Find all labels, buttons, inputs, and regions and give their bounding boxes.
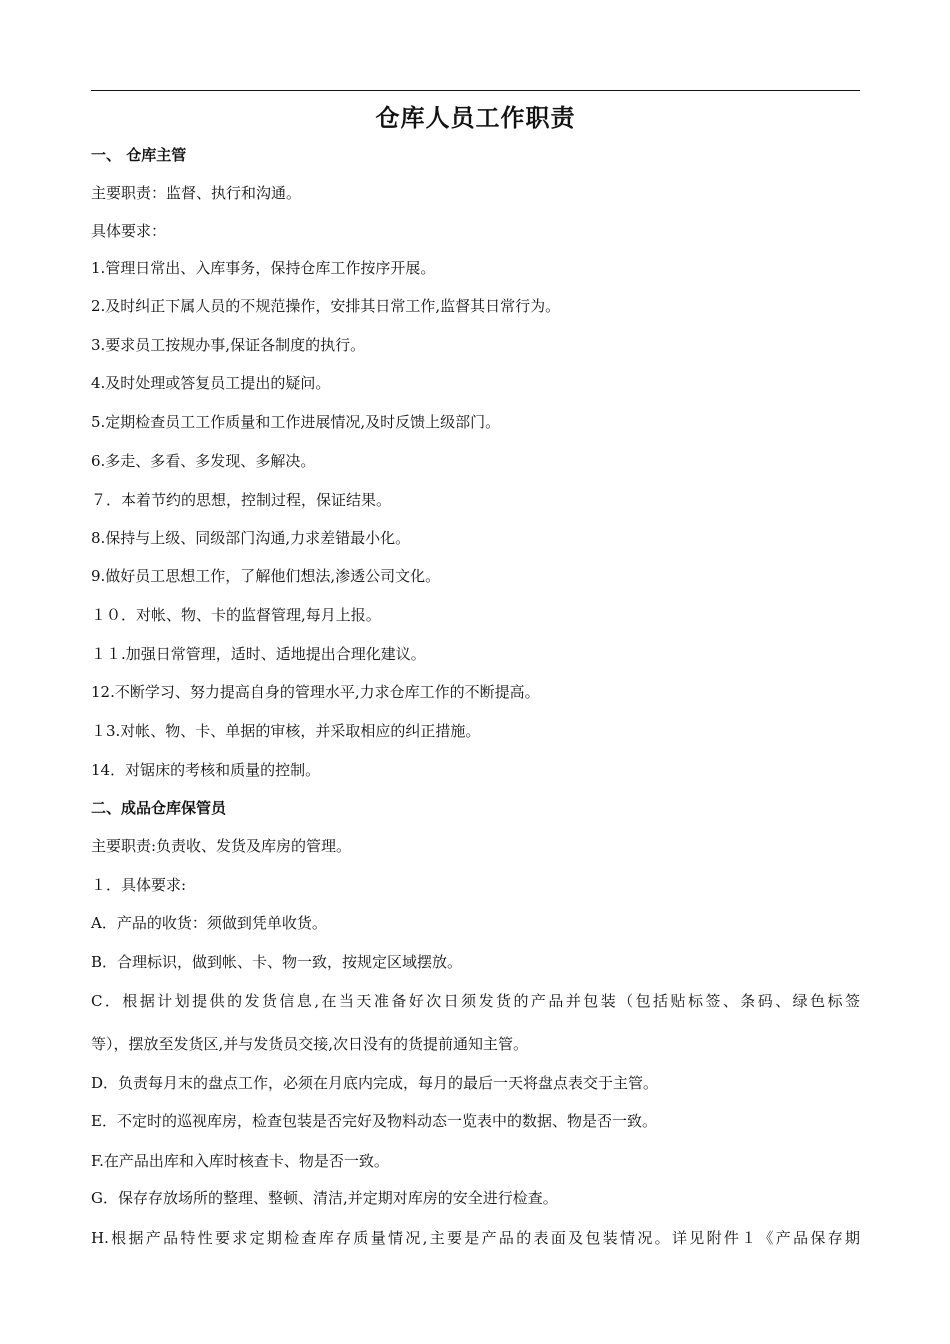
list-item: D．负责每月末的盘点工作，必须在月底内完成，每月的最后一天将盘点表交于主管。 (91, 1074, 659, 1092)
paragraph-line: １．具体要求: (91, 876, 187, 894)
header-rule (91, 90, 860, 91)
list-item: A．产品的收货：须做到凭单收货。 (91, 914, 327, 932)
section-heading-finished-goods-keeper: 二、成品仓库保管员 (91, 799, 227, 817)
list-item: 3.要求员工按规办事,保证各制度的执行。 (91, 336, 366, 354)
list-item: G．保存存放场所的整理、整顿、清洁,并定期对库房的安全进行检查。 (91, 1189, 558, 1207)
list-item: １０．对帐、物、卡的监督管理,每月上报。 (91, 606, 381, 624)
list-item: 9.做好员工思想工作，了解他们想法,渗透公司文化。 (91, 567, 441, 585)
list-item: H.根据产品特性要求定期检查库存质量情况,主要是产品的表面及包装情况。详见附件１《产品保存期 (91, 1229, 860, 1247)
document-title: 仓库人员工作职责 (375, 104, 576, 132)
list-item: B．合理标识，做到帐、卡、物一致，按规定区域摆放。 (91, 953, 463, 971)
list-item: 14．对锯床的考核和质量的控制。 (91, 761, 321, 779)
list-item: 2.及时纠正下属人员的不规范操作，安排其日常工作,监督其日常行为。 (91, 297, 561, 315)
list-item: 6.多走、多看、多发现、多解决。 (91, 452, 316, 470)
list-item: ７．本着节约的思想，控制过程，保证结果。 (91, 491, 392, 509)
list-item: １3.对帐、物、卡、单据的审核，并采取相应的纠正措施。 (91, 722, 481, 740)
paragraph-line: 主要职责：监督、执行和沟通。 (91, 184, 302, 202)
list-item: 5.定期检查员工工作质量和工作进展情况,及时反馈上级部门。 (91, 413, 501, 431)
list-item: C．根据计划提供的发货信息,在当天准备好次日须发货的产品并包装（包括贴标签、条码、绿色标签 (91, 992, 860, 1010)
list-item: 4.及时处理或答复员工提出的疑问。 (91, 374, 331, 392)
paragraph-line: 主要职责:负责收、发货及库房的管理。 (91, 837, 352, 855)
paragraph-line: 具体要求： (91, 222, 167, 240)
section-heading-warehouse-supervisor: 一、 仓库主管 (91, 146, 187, 164)
list-item: 1.管理日常出、入库事务，保持仓库工作按序开展。 (91, 259, 436, 277)
list-item: １１.加强日常管理，适时、适地提出合理化建议。 (91, 645, 426, 663)
list-item: 8.保持与上级、同级部门沟通,力求差错最小化。 (91, 529, 411, 547)
list-item: 12.不断学习、努力提高自身的管理水平,力求仓库工作的不断提高。 (91, 683, 540, 701)
list-item: E．不定时的巡视库房，检查包装是否完好及物料动态一览表中的数据、物是否一致。 (91, 1112, 657, 1130)
list-item-continuation: 等），摆放至发货区,并与发货员交接,次日没有的货提前通知主管。 (91, 1035, 529, 1053)
list-item: F.在产品出库和入库时核查卡、物是否一致。 (91, 1152, 389, 1170)
